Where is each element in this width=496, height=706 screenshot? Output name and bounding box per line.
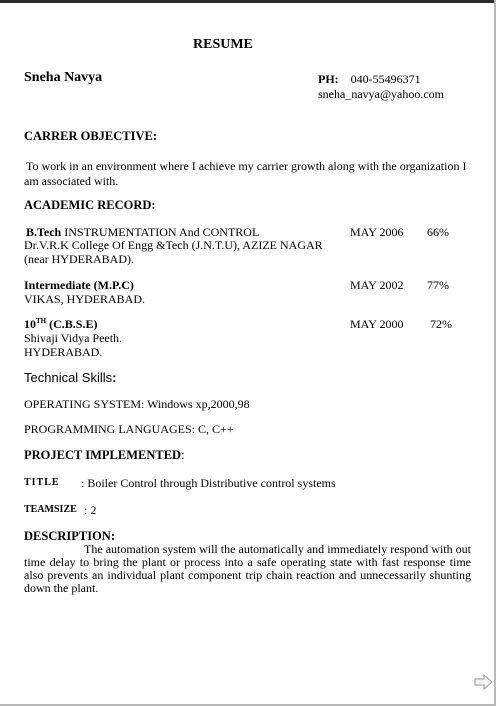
btech-score: 66% — [427, 225, 449, 239]
btech-college: Dr.V.R.K College Of Engg &Tech (J.N.T.U), AZIZE NAGAR — [24, 238, 323, 252]
objective-heading: CARRER OBJECTIVE: — [24, 129, 158, 143]
candidate-name: Sneha Navya — [24, 70, 103, 85]
project-heading-colon: : — [181, 448, 185, 462]
btech-location: (near HYDERABAD). — [24, 252, 134, 266]
phone-line — [318, 72, 421, 86]
project-title-value: : Boiler Control through Distributive control systems — [81, 476, 336, 490]
inter-score: 77% — [427, 278, 449, 292]
project-heading-text: PROJECT IMPLEMENTED — [24, 448, 182, 462]
tenth-num: 10 — [24, 317, 36, 331]
skills-heading — [24, 370, 117, 385]
tenth-line — [24, 317, 97, 331]
btech-branch: INSTRUMENTATION And CONTROL — [61, 225, 260, 239]
phone-label: PH: — [318, 72, 339, 86]
description-heading-text: DESCRIPTION — [24, 529, 111, 543]
inter-date: MAY 2002 — [350, 278, 404, 292]
next-page-arrow-icon[interactable] — [474, 673, 494, 691]
skills-heading-colon: : — [112, 370, 117, 385]
tenth-sup: TH — [36, 317, 47, 325]
btech-degree: B.Tech — [26, 225, 62, 239]
project-title-label: TITLE — [24, 477, 60, 488]
objective-line-1: To work in an environment where I achieve my carrier growth along with the organization I — [26, 159, 467, 173]
tenth-board: (C.B.S.E) — [46, 317, 98, 331]
phone-number: 040-55496371 — [350, 72, 421, 86]
project-heading — [24, 448, 185, 463]
project-description: The automation system will the automatically and immediately respond with out time delay to bring the plant or process into a safe operating state with fast response time also prevents an individual plant component trip chain reaction and unnecessarily shunting down the plant. — [24, 542, 471, 595]
skills-programming: PROGRAMMING LANGUAGES: C, C++ — [24, 422, 234, 436]
academic-heading: ACADEMIC RECORD: — [24, 198, 156, 212]
tenth-date: MAY 2000 — [350, 317, 404, 331]
tenth-school: Shivaji Vidya Peeth. — [24, 331, 123, 345]
skills-heading-text: Technical Skills — [24, 370, 113, 385]
description-heading-colon: : — [110, 529, 115, 543]
tenth-location: HYDERABAD. — [24, 345, 103, 359]
objective-line-2: am associated with. — [24, 174, 119, 188]
resume-title: RESUME — [193, 37, 253, 52]
skills-os: OPERATING SYSTEM: Windows xp,2000,98 — [24, 397, 250, 411]
tenth-score: 72% — [430, 317, 452, 331]
email: sneha_navya@yahoo.com — [318, 87, 445, 101]
inter-degree: Intermediate (M.P.C) — [24, 278, 134, 292]
btech-date: MAY 2006 — [350, 225, 404, 239]
btech-line — [26, 225, 259, 239]
inter-location: VIKAS, HYDERABAD. — [24, 292, 146, 306]
project-team-value: : 2 — [84, 503, 97, 517]
project-team-label: TEAMSIZE — [24, 504, 77, 515]
